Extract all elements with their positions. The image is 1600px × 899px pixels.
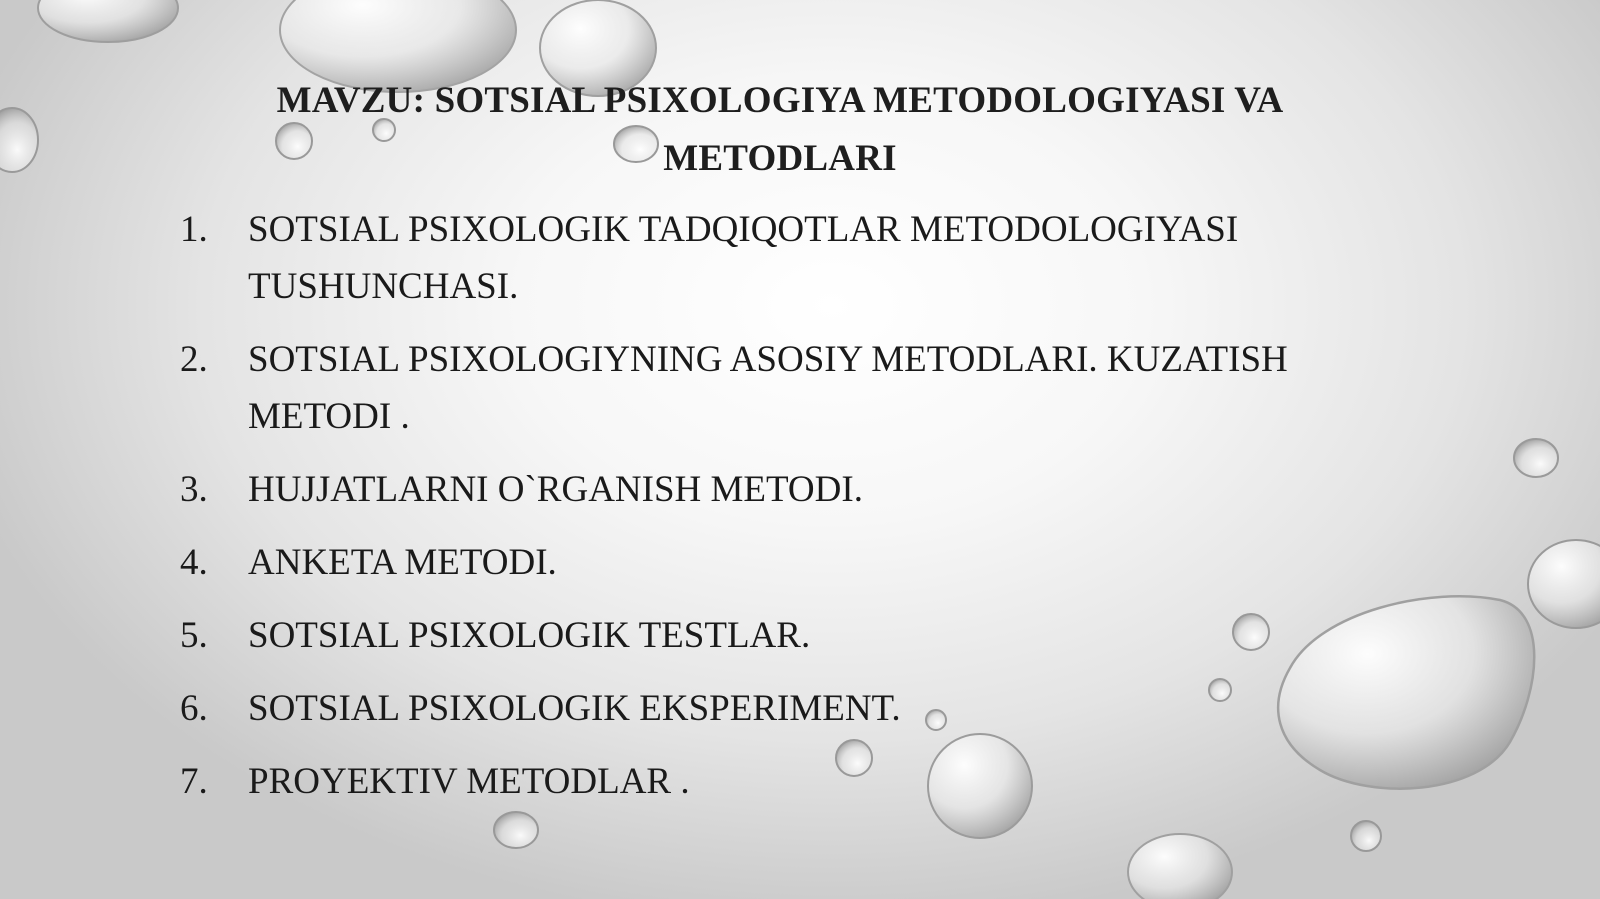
list-item — [180, 534, 1440, 591]
topic-list — [180, 201, 1440, 826]
list-item-text: HUJJATLARNI O`RGANISH METODI. — [248, 469, 863, 510]
list-item-number: 4. — [180, 542, 208, 583]
list-item-number: 3. — [180, 469, 208, 510]
list-item-number: 7. — [180, 761, 208, 802]
list-item-number: 6. — [180, 688, 208, 729]
drop — [1514, 439, 1558, 477]
list-item-number: 2. — [180, 339, 208, 380]
slide-title: MAVZU: SOTSIAL PSIXOLOGIYA METODOLOGIYASI VA METODLARI — [276, 80, 1284, 179]
drop — [1528, 540, 1600, 628]
list-item — [180, 461, 1440, 518]
list-item — [180, 753, 1440, 810]
list-item-text: ANKETA METODI. — [248, 542, 557, 583]
drop — [38, 0, 178, 42]
drop — [0, 108, 38, 172]
list-item-text: PROYEKTIV METODLAR . — [248, 761, 690, 802]
list-item-text: SOTSIAL PSIXOLOGIK TADQIQOTLAR METODOLOGIYASI TUSHUNCHASI. — [248, 209, 1239, 307]
list-item — [180, 607, 1440, 664]
list-item-text: SOTSIAL PSIXOLOGIK EKSPERIMENT. — [248, 688, 901, 729]
list-item-number: 1. — [180, 209, 208, 250]
list-item — [180, 680, 1440, 737]
drop — [1128, 834, 1232, 899]
list-item — [180, 201, 1440, 315]
list-item-text: SOTSIAL PSIXOLOGIK TESTLAR. — [248, 615, 811, 656]
list-item-number: 5. — [180, 615, 208, 656]
list-item-text: SOTSIAL PSIXOLOGIYNING ASOSIY METODLARI. KUZATISH METODI . — [248, 339, 1288, 437]
list-item — [180, 331, 1440, 445]
